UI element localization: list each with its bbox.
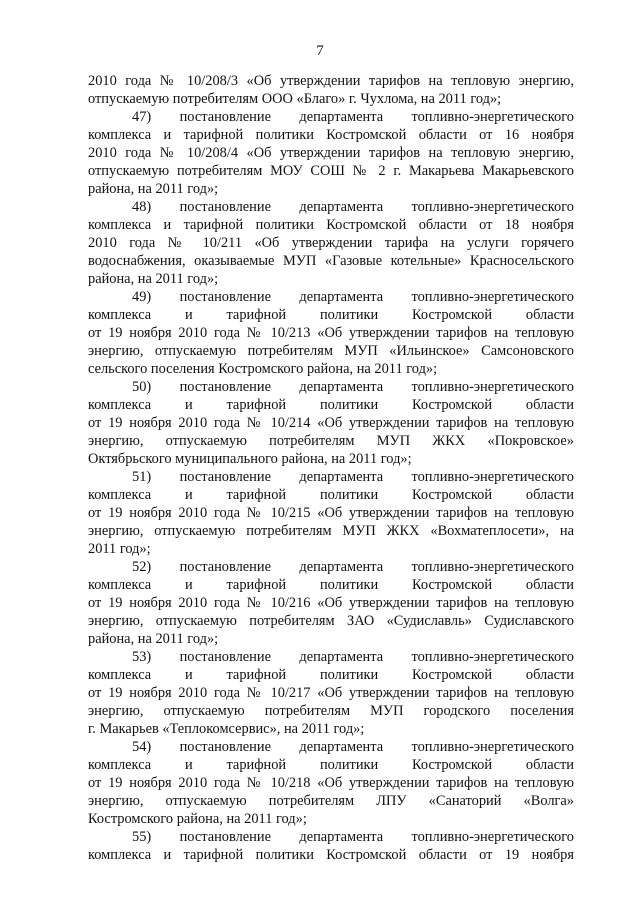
text-line: водоснабжения, оказываемые МУП «Газовые котельные» Красносельского xyxy=(88,253,574,269)
text-line: Октябрьского муниципального района, на 2011 год»; xyxy=(88,451,412,467)
text-line: отпускаемую потребителям ООО «Благо» г. Чухлома, на 2011 год»; xyxy=(88,91,502,107)
text-line: 2010 года № 10/208/3 «Об утверждении тарифов на тепловую энергию, xyxy=(88,73,574,89)
text-line: энергию, отпускаемую потребителям ЗАО «Судиславль» Судиславского xyxy=(88,613,574,629)
text-line: комплекса и тарифной политики Костромской области xyxy=(88,307,574,323)
text-line: 2011 год»; xyxy=(88,541,151,557)
text-line: от 19 ноября 2010 года № 10/216 «Об утверждении тарифов на тепловую xyxy=(88,595,574,611)
text-line: энергию, отпускаемую потребителям ЛПУ «Санаторий «Волга» xyxy=(88,793,574,809)
text-line: от 19 ноября 2010 года № 10/217 «Об утверждении тарифов на тепловую xyxy=(88,685,574,701)
text-line: комплекса и тарифной политики Костромской области от 16 ноября xyxy=(88,127,574,143)
text-line: 55) постановление департамента топливно-энергетического xyxy=(132,829,574,845)
text-line: 52) постановление департамента топливно-энергетического xyxy=(132,559,574,575)
text-line: 2010 года № 10/211 «Об утверждении тарифа на услуги горячего xyxy=(88,235,574,251)
text-line: комплекса и тарифной политики Костромской области xyxy=(88,757,574,773)
text-line: от 19 ноября 2010 года № 10/213 «Об утверждении тарифов на тепловую xyxy=(88,325,574,341)
text-line: комплекса и тарифной политики Костромской области xyxy=(88,397,574,413)
text-line: энергию, отпускаемую потребителям МУП «Ильинское» Самсоновского xyxy=(88,343,574,359)
text-line: района, на 2011 год»; xyxy=(88,631,219,647)
text-line: г. Макарьев «Теплокомсервис», на 2011 год»; xyxy=(88,721,365,737)
text-line: 48) постановление департамента топливно-энергетического xyxy=(132,199,574,215)
text-line: 47) постановление департамента топливно-энергетического xyxy=(132,109,574,125)
text-line: сельского поселения Костромского района, на 2011 год»; xyxy=(88,361,438,377)
text-line: комплекса и тарифной политики Костромской области от 19 ноября xyxy=(88,847,574,863)
text-line: энергию, отпускаемую потребителям МУП городского поселения xyxy=(88,703,574,719)
text-line: от 19 ноября 2010 года № 10/214 «Об утверждении тарифов на тепловую xyxy=(88,415,574,431)
page-number: 7 xyxy=(316,43,324,59)
text-line: энергию, отпускаемую потребителям МУП ЖКХ «Покровское» xyxy=(88,433,574,449)
text-line: комплекса и тарифной политики Костромской области xyxy=(88,577,574,593)
text-line: 54) постановление департамента топливно-энергетического xyxy=(132,739,574,755)
text-line: комплекса и тарифной политики Костромской области xyxy=(88,667,574,683)
text-line: от 19 ноября 2010 года № 10/218 «Об утверждении тарифов на тепловую xyxy=(88,775,574,791)
text-line: района, на 2011 год»; xyxy=(88,181,219,197)
text-line: 2010 года № 10/208/4 «Об утверждении тарифов на тепловую энергию, xyxy=(88,145,574,161)
document-body-text xyxy=(88,72,574,864)
text-line: отпускаемую потребителям МОУ СОШ № 2 г. Макарьева Макарьевского xyxy=(88,163,574,179)
text-line: Костромского района, на 2011 год»; xyxy=(88,811,307,827)
text-line: 51) постановление департамента топливно-энергетического xyxy=(132,469,574,485)
text-line: 50) постановление департамента топливно-энергетического xyxy=(132,379,574,395)
text-line: района, на 2011 год»; xyxy=(88,271,219,287)
text-line: 53) постановление департамента топливно-энергетического xyxy=(132,649,574,665)
text-line: комплекса и тарифной политики Костромской области xyxy=(88,487,574,503)
text-line: энергию, отпускаемую потребителям МУП ЖКХ «Вохматеплосети», на xyxy=(88,523,574,539)
text-line: комплекса и тарифной политики Костромской области от 18 ноября xyxy=(88,217,574,233)
text-line: 49) постановление департамента топливно-энергетического xyxy=(132,289,574,305)
text-line: от 19 ноября 2010 года № 10/215 «Об утверждении тарифов на тепловую xyxy=(88,505,574,521)
